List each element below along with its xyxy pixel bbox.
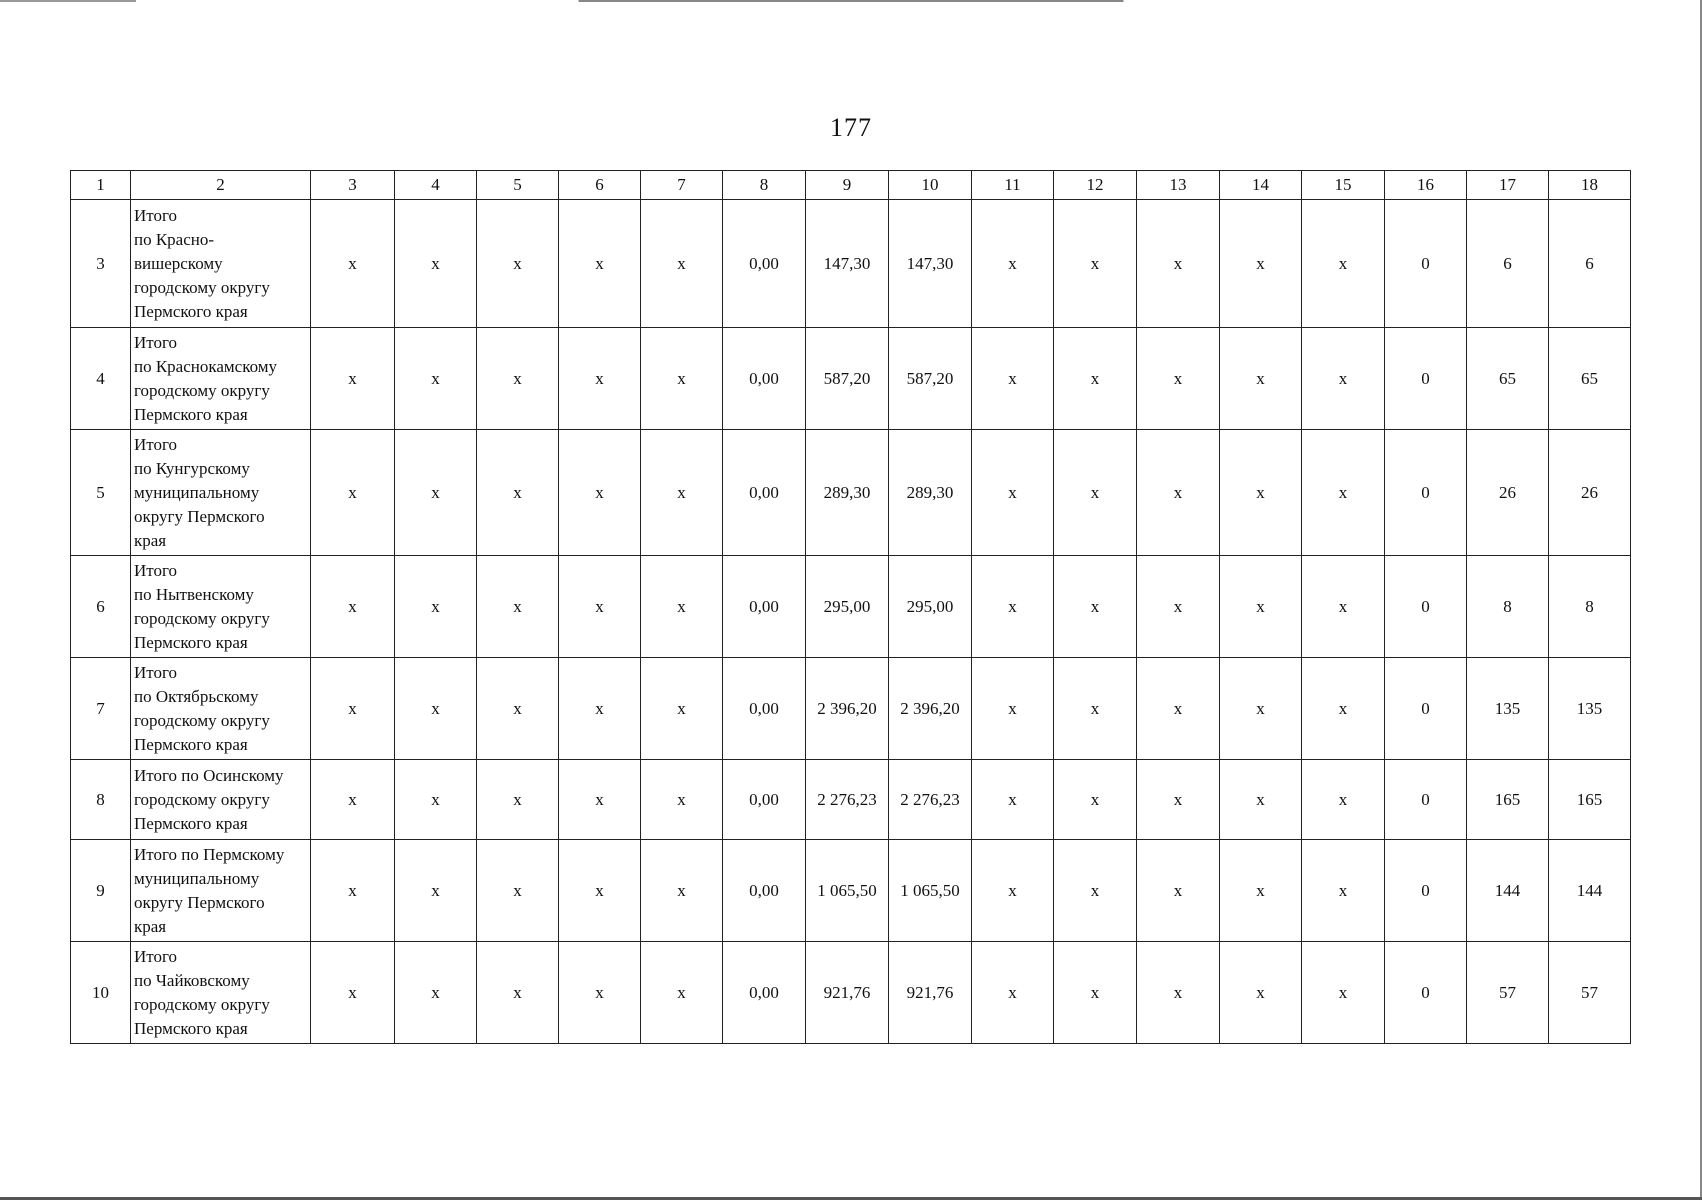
- table-row: [71, 556, 1631, 658]
- row-number: 5: [71, 430, 131, 556]
- cell-col-3: х: [311, 200, 395, 328]
- column-header-12: 12: [1054, 171, 1137, 200]
- cell-col-10: 1 065,50: [889, 840, 972, 942]
- cell-col-8: 0,00: [723, 840, 806, 942]
- cell-col-18: 26: [1549, 430, 1631, 556]
- cell-col-6: х: [559, 430, 641, 556]
- cell-col-3: х: [311, 840, 395, 942]
- cell-col-16: 0: [1385, 430, 1467, 556]
- cell-col-15: х: [1302, 430, 1385, 556]
- cell-col-5: х: [477, 556, 559, 658]
- cell-col-6: х: [559, 556, 641, 658]
- cell-col-17: 135: [1467, 658, 1549, 760]
- cell-col-6: х: [559, 760, 641, 840]
- table-row: [71, 658, 1631, 760]
- cell-col-9: 2 396,20: [806, 658, 889, 760]
- row-name: [131, 430, 311, 556]
- header-row: [71, 171, 1631, 200]
- row-name-line: округу Пермского: [134, 892, 265, 912]
- page-number: 177: [830, 113, 872, 142]
- cell-col-3: х: [311, 556, 395, 658]
- cell-col-17: 6: [1467, 200, 1549, 328]
- cell-col-6: х: [559, 658, 641, 760]
- row-name-line: по Чайковскому: [134, 970, 250, 990]
- row-name-line: городскому округу: [134, 608, 270, 628]
- cell-col-3: х: [311, 760, 395, 840]
- cell-col-15: х: [1302, 942, 1385, 1044]
- cell-col-9: 1 065,50: [806, 840, 889, 942]
- cell-col-10: 2 276,23: [889, 760, 972, 840]
- row-name-line: городскому округу: [134, 277, 270, 297]
- column-header-16: 16: [1385, 171, 1467, 200]
- column-header-5: 5: [477, 171, 559, 200]
- cell-col-16: 0: [1385, 760, 1467, 840]
- row-name-line: Итого по Осинскому: [134, 765, 284, 785]
- cell-col-4: х: [395, 556, 477, 658]
- cell-col-6: х: [559, 840, 641, 942]
- table-row: [71, 840, 1631, 942]
- cell-col-17: 57: [1467, 942, 1549, 1044]
- table-row: [71, 200, 1631, 328]
- cell-col-5: х: [477, 658, 559, 760]
- cell-col-9: 2 276,23: [806, 760, 889, 840]
- cell-col-9: 587,20: [806, 328, 889, 430]
- cell-col-11: х: [972, 200, 1054, 328]
- cell-col-8: 0,00: [723, 760, 806, 840]
- row-name-line: округу Пермского: [134, 506, 265, 526]
- cell-col-7: х: [641, 760, 723, 840]
- cell-col-16: 0: [1385, 556, 1467, 658]
- cell-col-15: х: [1302, 328, 1385, 430]
- column-header-3: 3: [311, 171, 395, 200]
- cell-col-8: 0,00: [723, 328, 806, 430]
- cell-col-10: 587,20: [889, 328, 972, 430]
- data-table: [70, 170, 1631, 1044]
- cell-col-8: 0,00: [723, 942, 806, 1044]
- cell-col-18: 165: [1549, 760, 1631, 840]
- cell-col-4: х: [395, 658, 477, 760]
- cell-col-18: 65: [1549, 328, 1631, 430]
- cell-col-13: х: [1137, 840, 1220, 942]
- table-row: [71, 942, 1631, 1044]
- cell-col-4: х: [395, 328, 477, 430]
- cell-col-12: х: [1054, 430, 1137, 556]
- cell-col-8: 0,00: [723, 556, 806, 658]
- row-name-line: городскому округу: [134, 380, 270, 400]
- cell-col-14: х: [1220, 942, 1302, 1044]
- cell-col-14: х: [1220, 200, 1302, 328]
- cell-col-16: 0: [1385, 200, 1467, 328]
- cell-col-17: 8: [1467, 556, 1549, 658]
- row-name-line: края: [134, 530, 167, 550]
- cell-col-15: х: [1302, 658, 1385, 760]
- cell-col-8: 0,00: [723, 200, 806, 328]
- cell-col-18: 144: [1549, 840, 1631, 942]
- cell-col-14: х: [1220, 840, 1302, 942]
- cell-col-14: х: [1220, 658, 1302, 760]
- cell-col-10: 289,30: [889, 430, 972, 556]
- cell-col-14: х: [1220, 328, 1302, 430]
- cell-col-7: х: [641, 840, 723, 942]
- cell-col-6: х: [559, 328, 641, 430]
- cell-col-6: х: [559, 200, 641, 328]
- row-name-line: городскому округу: [134, 789, 270, 809]
- cell-col-12: х: [1054, 556, 1137, 658]
- row-name-line: городскому округу: [134, 994, 270, 1014]
- cell-col-13: х: [1137, 658, 1220, 760]
- cell-col-7: х: [641, 200, 723, 328]
- cell-col-12: х: [1054, 760, 1137, 840]
- cell-col-4: х: [395, 200, 477, 328]
- row-name: [131, 840, 311, 942]
- cell-col-13: х: [1137, 328, 1220, 430]
- row-name-line: Итого: [134, 332, 178, 352]
- column-header-11: 11: [972, 171, 1054, 200]
- cell-col-4: х: [395, 840, 477, 942]
- cell-col-10: 295,00: [889, 556, 972, 658]
- row-name-line: городскому округу: [134, 710, 270, 730]
- cell-col-15: х: [1302, 200, 1385, 328]
- row-name-line: Итого: [134, 662, 178, 682]
- row-name-line: Итого: [134, 205, 178, 225]
- cell-col-14: х: [1220, 760, 1302, 840]
- cell-col-4: х: [395, 430, 477, 556]
- row-number: 3: [71, 200, 131, 328]
- cell-col-11: х: [972, 328, 1054, 430]
- cell-col-7: х: [641, 328, 723, 430]
- cell-col-5: х: [477, 200, 559, 328]
- cell-col-15: х: [1302, 556, 1385, 658]
- row-number: 6: [71, 556, 131, 658]
- row-name-line: по Кунгурскому: [134, 458, 250, 478]
- row-name-line: Пермского края: [134, 404, 248, 424]
- cell-col-11: х: [972, 942, 1054, 1044]
- cell-col-14: х: [1220, 556, 1302, 658]
- cell-col-7: х: [641, 942, 723, 1044]
- cell-col-9: 289,30: [806, 430, 889, 556]
- cell-col-12: х: [1054, 840, 1137, 942]
- cell-col-18: 6: [1549, 200, 1631, 328]
- cell-col-4: х: [395, 942, 477, 1044]
- column-header-7: 7: [641, 171, 723, 200]
- cell-col-7: х: [641, 658, 723, 760]
- cell-col-9: 921,76: [806, 942, 889, 1044]
- row-name-line: Итого по Пермскому: [134, 844, 285, 864]
- cell-col-3: х: [311, 430, 395, 556]
- cell-col-13: х: [1137, 942, 1220, 1044]
- table-body: [71, 200, 1631, 1044]
- row-name-line: Пермского края: [134, 632, 248, 652]
- row-name-line: Пермского края: [134, 1018, 248, 1038]
- cell-col-11: х: [972, 840, 1054, 942]
- cell-col-7: х: [641, 430, 723, 556]
- row-name-line: Пермского края: [134, 301, 248, 321]
- cell-col-6: х: [559, 942, 641, 1044]
- column-header-8: 8: [723, 171, 806, 200]
- cell-col-13: х: [1137, 556, 1220, 658]
- column-header-9: 9: [806, 171, 889, 200]
- row-name: [131, 942, 311, 1044]
- cell-col-11: х: [972, 430, 1054, 556]
- column-header-10: 10: [889, 171, 972, 200]
- row-name-line: Итого: [134, 946, 178, 966]
- row-number: 7: [71, 658, 131, 760]
- cell-col-8: 0,00: [723, 658, 806, 760]
- cell-col-18: 135: [1549, 658, 1631, 760]
- row-name-line: по Краснокамскому: [134, 356, 278, 376]
- cell-col-11: х: [972, 658, 1054, 760]
- cell-col-17: 26: [1467, 430, 1549, 556]
- column-header-13: 13: [1137, 171, 1220, 200]
- cell-col-13: х: [1137, 760, 1220, 840]
- column-header-17: 17: [1467, 171, 1549, 200]
- row-name: [131, 200, 311, 328]
- row-name-line: по Нытвенскому: [134, 584, 254, 604]
- row-number: 8: [71, 760, 131, 840]
- cell-col-5: х: [477, 942, 559, 1044]
- row-name-line: по Октябрьскому: [134, 686, 259, 706]
- table-row: [71, 760, 1631, 840]
- cell-col-4: х: [395, 760, 477, 840]
- column-header-15: 15: [1302, 171, 1385, 200]
- cell-col-11: х: [972, 556, 1054, 658]
- cell-col-15: х: [1302, 760, 1385, 840]
- table-row: [71, 328, 1631, 430]
- row-name-line: Пермского края: [134, 813, 248, 833]
- cell-col-16: 0: [1385, 328, 1467, 430]
- cell-col-12: х: [1054, 328, 1137, 430]
- cell-col-9: 295,00: [806, 556, 889, 658]
- scan-edge-top: [0, 0, 1702, 2]
- cell-col-8: 0,00: [723, 430, 806, 556]
- row-name: [131, 328, 311, 430]
- cell-col-14: х: [1220, 430, 1302, 556]
- cell-col-16: 0: [1385, 658, 1467, 760]
- table-row: [71, 430, 1631, 556]
- column-header-4: 4: [395, 171, 477, 200]
- row-name-line: Итого: [134, 560, 178, 580]
- row-number: 9: [71, 840, 131, 942]
- column-header-14: 14: [1220, 171, 1302, 200]
- column-header-1: 1: [71, 171, 131, 200]
- cell-col-3: х: [311, 942, 395, 1044]
- cell-col-5: х: [477, 328, 559, 430]
- cell-col-10: 147,30: [889, 200, 972, 328]
- row-name-line: муниципальному: [134, 482, 260, 502]
- row-name-line: Пермского края: [134, 734, 248, 754]
- cell-col-15: х: [1302, 840, 1385, 942]
- row-number: 4: [71, 328, 131, 430]
- column-header-6: 6: [559, 171, 641, 200]
- cell-col-17: 65: [1467, 328, 1549, 430]
- cell-col-3: х: [311, 658, 395, 760]
- cell-col-16: 0: [1385, 942, 1467, 1044]
- cell-col-18: 57: [1549, 942, 1631, 1044]
- cell-col-17: 165: [1467, 760, 1549, 840]
- row-number: 10: [71, 942, 131, 1044]
- row-name: [131, 658, 311, 760]
- row-name: [131, 760, 311, 840]
- row-name-line: вишерскому: [134, 253, 223, 273]
- cell-col-5: х: [477, 430, 559, 556]
- cell-col-9: 147,30: [806, 200, 889, 328]
- cell-col-12: х: [1054, 200, 1137, 328]
- cell-col-11: х: [972, 760, 1054, 840]
- table-container: [70, 170, 1631, 1044]
- row-name-line: по Красно-: [134, 229, 215, 249]
- cell-col-16: 0: [1385, 840, 1467, 942]
- column-header-18: 18: [1549, 171, 1631, 200]
- cell-col-13: х: [1137, 200, 1220, 328]
- cell-col-17: 144: [1467, 840, 1549, 942]
- column-header-2: 2: [131, 171, 311, 200]
- cell-col-18: 8: [1549, 556, 1631, 658]
- cell-col-12: х: [1054, 942, 1137, 1044]
- cell-col-10: 921,76: [889, 942, 972, 1044]
- cell-col-7: х: [641, 556, 723, 658]
- cell-col-13: х: [1137, 430, 1220, 556]
- cell-col-12: х: [1054, 658, 1137, 760]
- cell-col-5: х: [477, 840, 559, 942]
- row-name-line: муниципальному: [134, 868, 260, 888]
- cell-col-3: х: [311, 328, 395, 430]
- row-name-line: Итого: [134, 434, 178, 454]
- row-name: [131, 556, 311, 658]
- cell-col-10: 2 396,20: [889, 658, 972, 760]
- row-name-line: края: [134, 916, 167, 936]
- cell-col-5: х: [477, 760, 559, 840]
